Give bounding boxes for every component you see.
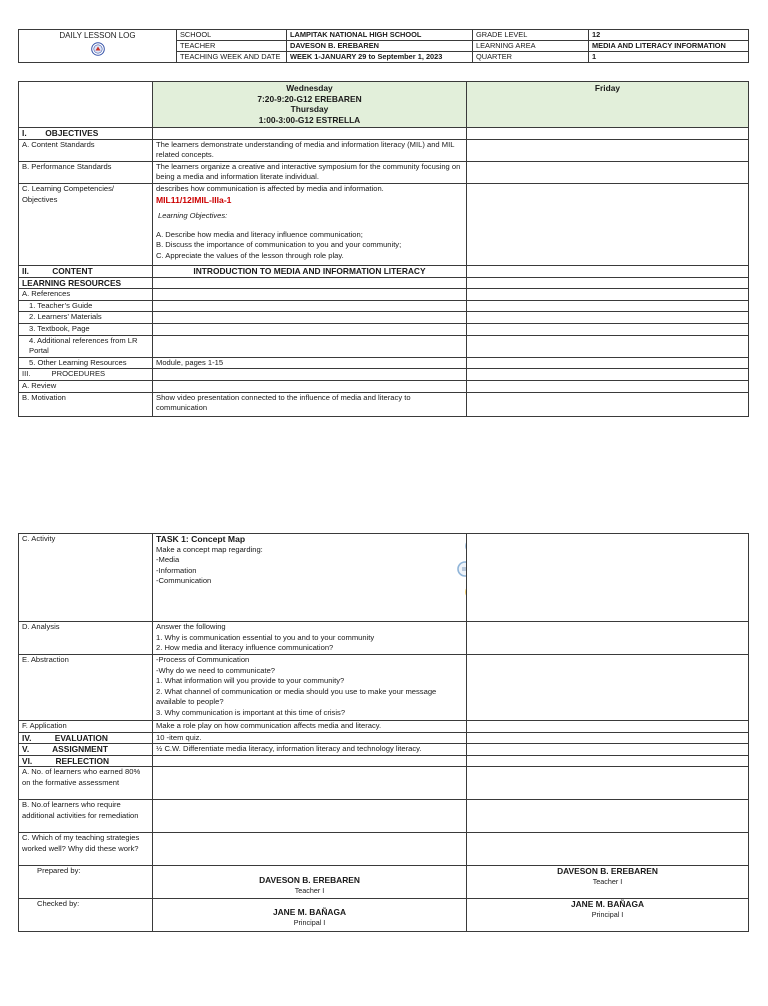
area-value: MEDIA AND LITERACY INFORMATION bbox=[589, 41, 749, 52]
checked-label: Checked by: bbox=[19, 899, 153, 932]
content-std-label: A. Content Standards bbox=[19, 139, 153, 161]
procedures-heading: III. PROCEDURES bbox=[19, 369, 153, 381]
abstraction-cell bbox=[153, 655, 467, 721]
prepared-fri-cell bbox=[467, 866, 749, 899]
task-title: TASK 1: Concept Map bbox=[156, 534, 246, 544]
tg-label: 1. Teacher’s Guide bbox=[19, 300, 153, 312]
abstraction-line-3: 1. What information will you provide to your community? bbox=[156, 676, 345, 686]
lo-b: B. Discuss the importance of communication to you and your community; bbox=[156, 240, 402, 250]
concept-map-image bbox=[453, 536, 467, 602]
checked-fri-cell bbox=[467, 899, 749, 932]
prepared-name-wed: DAVESON B. EREBAREN bbox=[259, 875, 360, 886]
activity-cell bbox=[153, 534, 467, 622]
abstraction-line-1: -Process of Communication bbox=[156, 655, 250, 664]
wed-day: Wednesday bbox=[286, 83, 333, 93]
reflection-heading: VI. REFLECTION bbox=[19, 755, 153, 767]
objectives-heading: I. OBJECTIVES bbox=[19, 128, 153, 140]
olr-label: 5. Other Learning Resources bbox=[19, 357, 153, 369]
evaluation-heading: IV. EVALUATION bbox=[19, 732, 153, 744]
abstraction-line-5: 3. Why communication is important at this time of crisis? bbox=[156, 707, 346, 717]
checked-wed-cell bbox=[153, 899, 467, 932]
content-value: INTRODUCTION TO MEDIA AND INFORMATION LITERACY bbox=[153, 265, 467, 277]
dll-title: DAILY LESSON LOG bbox=[59, 31, 136, 40]
comp-desc: describes how communication is affected by media and information. bbox=[156, 183, 384, 193]
analysis-line-3: 2. How media and literacy influence communication? bbox=[156, 643, 334, 653]
analysis-line-1: Answer the following bbox=[156, 622, 226, 631]
review-label: A. Review bbox=[19, 380, 153, 392]
competencies-cell bbox=[153, 183, 467, 265]
corner-cell bbox=[19, 82, 153, 128]
application-value: Make a role play on how communication affects media and literacy. bbox=[153, 721, 467, 733]
checked-name-fri: JANE M. BAÑAGA bbox=[570, 899, 645, 910]
assignment-value: ½ C.W. Differentiate media literacy, information literacy and technology literacy. bbox=[153, 744, 467, 756]
quarter-value: 1 bbox=[589, 52, 749, 63]
olr-value: Module, pages 1-15 bbox=[153, 357, 467, 369]
analysis-cell bbox=[153, 622, 467, 655]
reflection-a: A. No. of learners who earned 80% on the formative assessment bbox=[19, 767, 153, 800]
prepared-label: Prepared by: bbox=[19, 866, 153, 899]
checked-role-wed: Principal I bbox=[293, 917, 326, 927]
header-table bbox=[18, 29, 749, 63]
evaluation-value: 10 -item quiz. bbox=[153, 732, 467, 744]
checked-name-wed: JANE M. BAÑAGA bbox=[272, 907, 347, 918]
application-label: F. Application bbox=[19, 721, 153, 733]
task-line1: Make a concept map regarding: bbox=[156, 544, 263, 554]
perf-std-label: B. Performance Standards bbox=[19, 161, 153, 183]
prepared-name-fri: DAVESON B. EREBAREN bbox=[557, 866, 658, 877]
quarter-label: QUARTER bbox=[473, 52, 589, 63]
reflection-c: C. Which of my teaching strategies worked well? Why did these work? bbox=[19, 833, 153, 866]
teacher-value: DAVESON B. EREBAREN bbox=[287, 41, 473, 52]
activity-label: C. Activity bbox=[19, 534, 153, 622]
motivation-label: B. Motivation bbox=[19, 392, 153, 416]
week-value: WEEK 1-JANUARY 29 to September 1, 2023 bbox=[287, 52, 473, 63]
teacher-label: TEACHER bbox=[177, 41, 287, 52]
prepared-role-wed: Teacher I bbox=[294, 885, 325, 895]
perf-std-value: The learners organize a creative and interactive symposium for the community focusing on being a media and information literate individual. bbox=[153, 161, 467, 183]
competencies-label: C. Learning Competencies/ Objectives bbox=[19, 183, 153, 265]
school-label: SCHOOL bbox=[177, 30, 287, 41]
lesson-table-page2 bbox=[18, 533, 749, 932]
checked-role-fri: Principal I bbox=[591, 909, 624, 919]
abstraction-line-2: -Why do we need to communicate? bbox=[156, 665, 276, 675]
lesson-table-page1 bbox=[18, 81, 749, 417]
reflection-b: B. No.of learners who require additional activities for remediation bbox=[19, 800, 153, 833]
prepared-role-fri: Teacher I bbox=[592, 876, 623, 886]
analysis-line-2: 1. Why is communication essential to you and to your community bbox=[156, 632, 375, 642]
tb-label: 3. Textbook, Page bbox=[19, 323, 153, 335]
additional-ref-label: 4. Additional references from LR Portal bbox=[19, 335, 153, 357]
prepared-wed-cell bbox=[153, 866, 467, 899]
lo-title: Learning Objectives: bbox=[158, 211, 228, 221]
lo-c: C. Appreciate the values of the lesson through role play. bbox=[156, 250, 344, 260]
assignment-heading: V. ASSIGNMENT bbox=[19, 744, 153, 756]
deped-seal-icon bbox=[91, 42, 105, 56]
lm-label: 2. Learners’ Materials bbox=[19, 312, 153, 324]
grade-value: 12 bbox=[589, 30, 749, 41]
area-label: LEARNING AREA bbox=[473, 41, 589, 52]
task-item-media: -Media bbox=[156, 555, 180, 565]
lo-a: A. Describe how media and literacy influence communication; bbox=[156, 229, 363, 239]
fri-day: Friday bbox=[594, 83, 621, 93]
abstraction-label: E. Abstraction bbox=[19, 655, 153, 721]
references-label: A. References bbox=[19, 289, 153, 301]
thu-time: 1:00-3:00-G12 ESTRELLA bbox=[258, 114, 361, 125]
abstraction-line-4: 2. What channel of communication or media should you use to make your message available to people? bbox=[156, 686, 437, 707]
comp-code: MIL11/12IMIL-IIIa-1 bbox=[156, 194, 232, 205]
school-value: LAMPITAK NATIONAL HIGH SCHOOL bbox=[287, 30, 473, 41]
lr-heading: LEARNING RESOURCES bbox=[19, 277, 153, 289]
task-item-communication: -Communication bbox=[156, 576, 212, 586]
grade-label: GRADE LEVEL bbox=[473, 30, 589, 41]
fri-header bbox=[467, 82, 749, 128]
thu-day: Thursday bbox=[290, 104, 329, 115]
analysis-label: D. Analysis bbox=[19, 622, 153, 655]
dll-title-cell bbox=[19, 30, 177, 63]
motivation-value: Show video presentation connected to the influence of media and literacy to communication bbox=[153, 392, 467, 416]
week-label: TEACHING WEEK AND DATE bbox=[177, 52, 287, 63]
content-heading: II. CONTENT bbox=[19, 265, 153, 277]
content-std-value: The learners demonstrate understanding of media and information literacy (MIL) and MIL related concepts. bbox=[153, 139, 467, 161]
wed-thu-header bbox=[153, 82, 467, 128]
task-item-information: -Information bbox=[156, 565, 197, 575]
wed-time: 7:20-9:20-G12 EREBAREN bbox=[257, 93, 362, 104]
